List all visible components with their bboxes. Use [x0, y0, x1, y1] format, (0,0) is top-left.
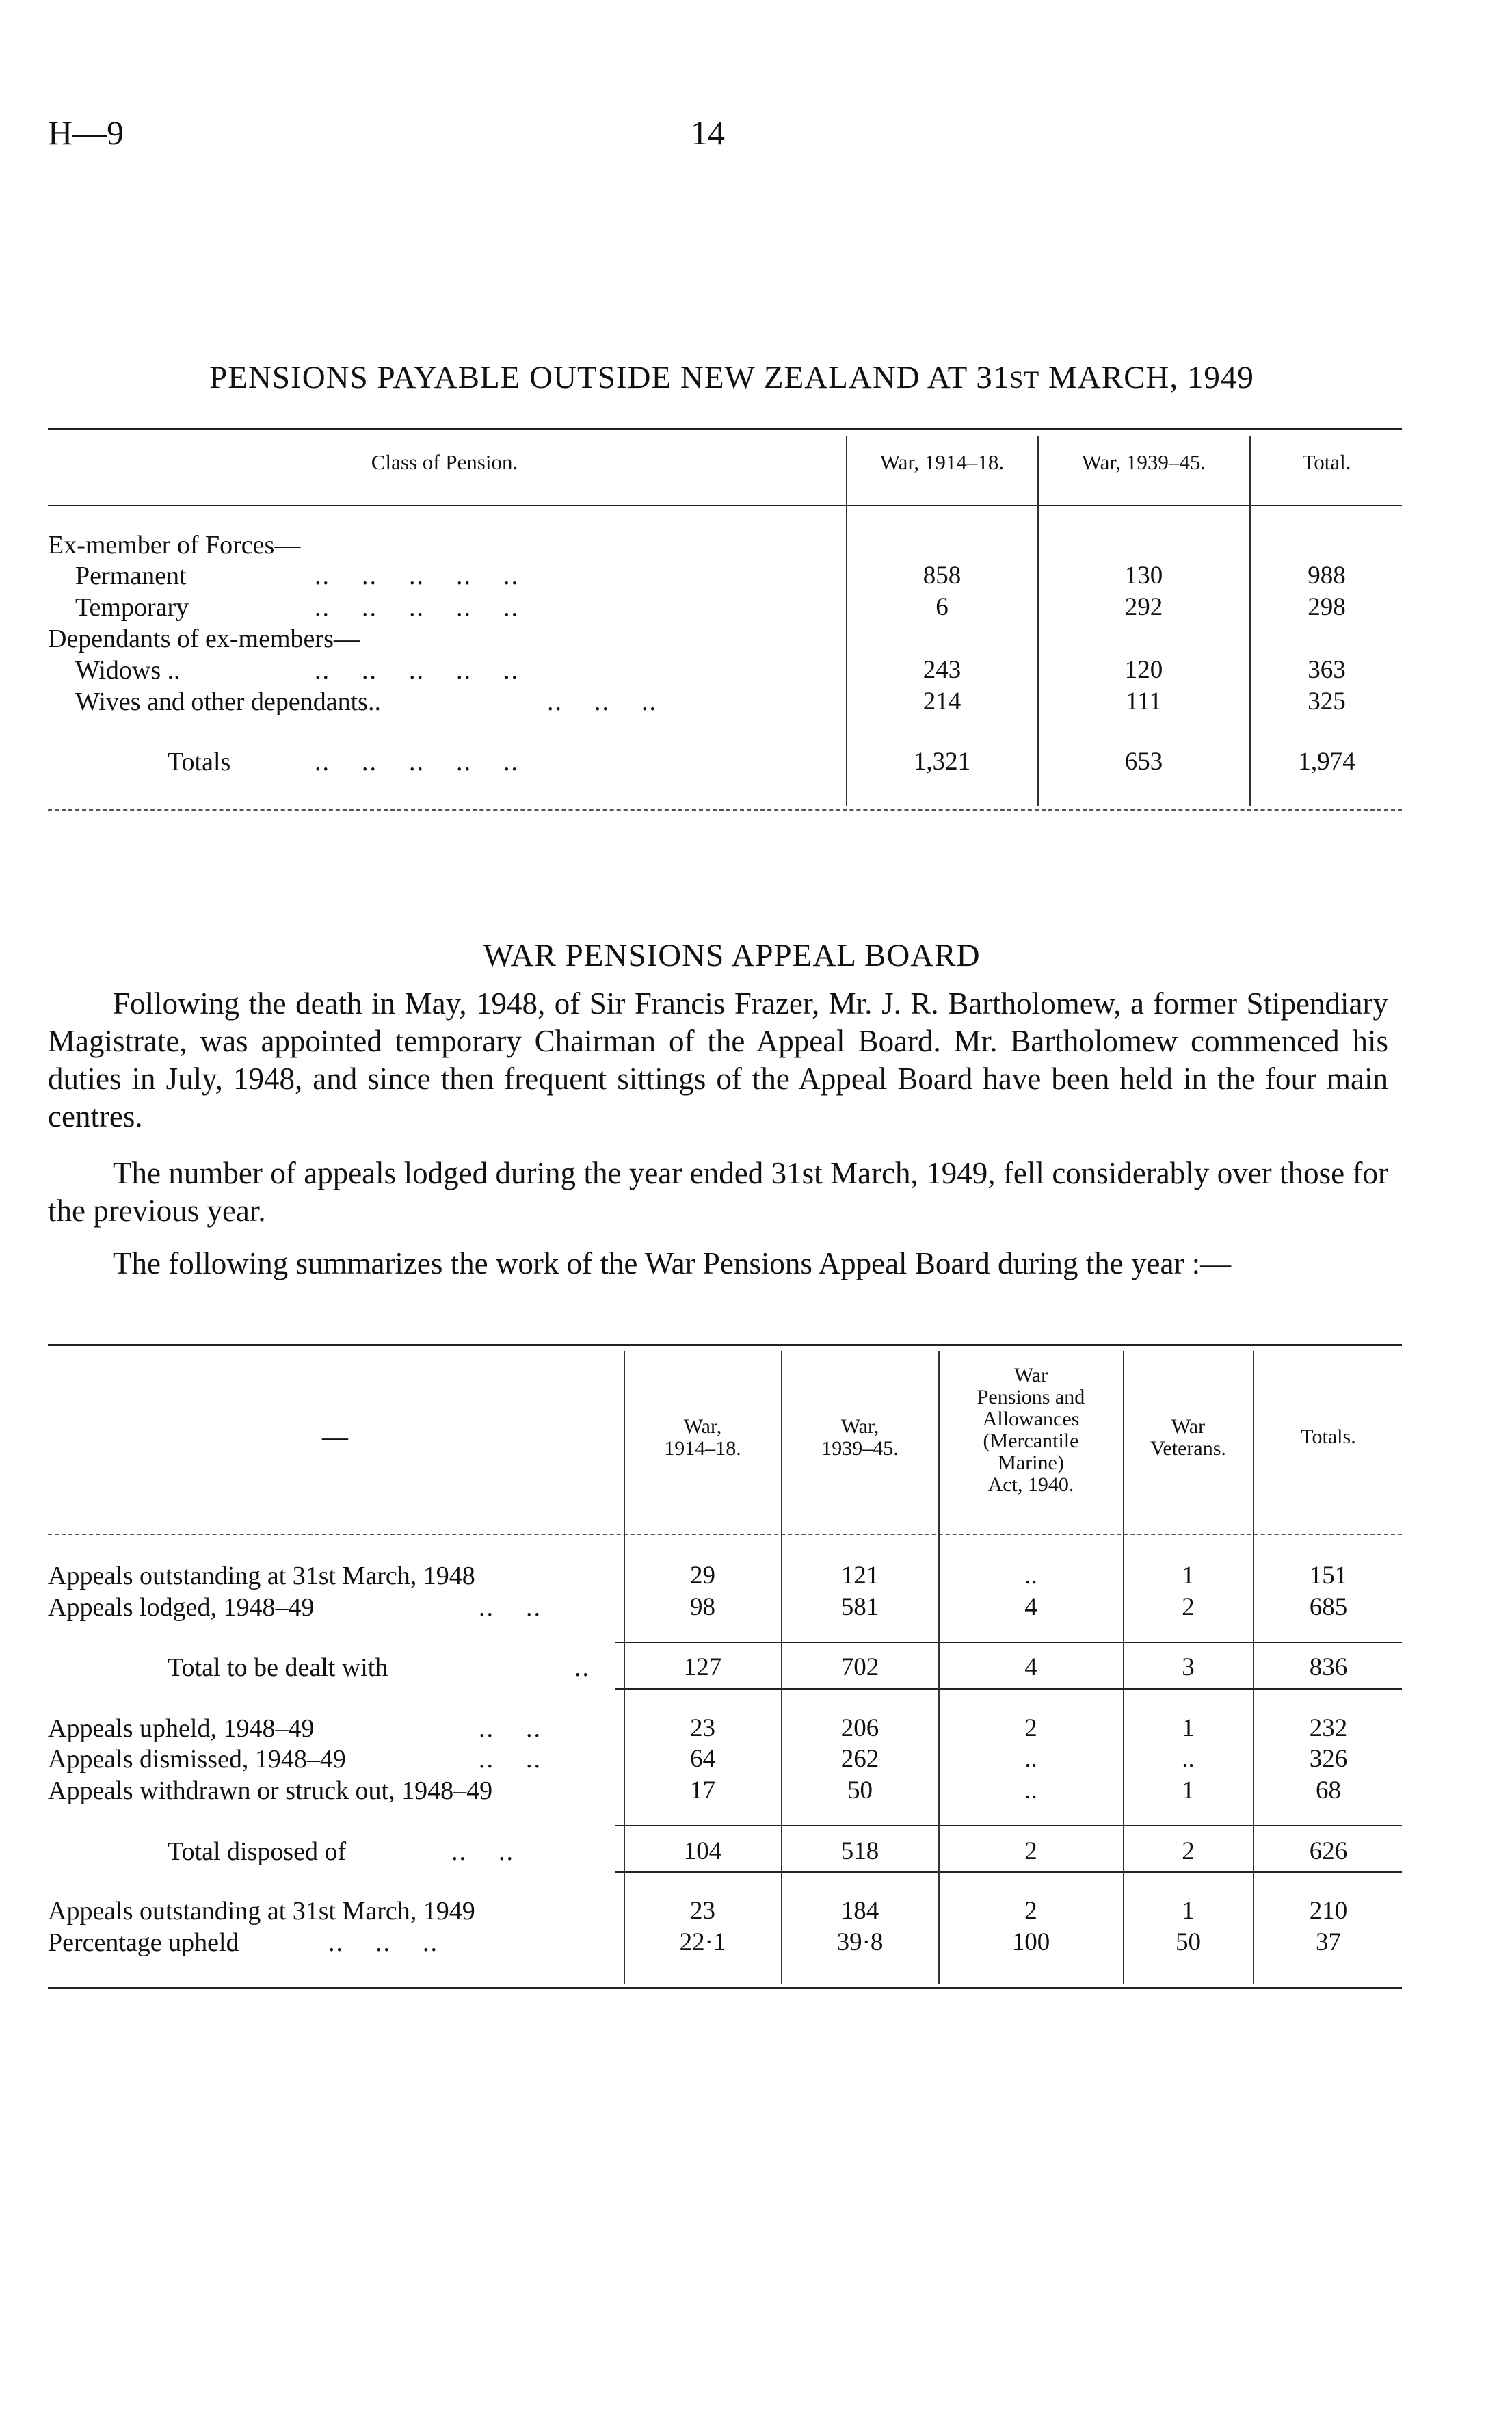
cell: 130 [1124, 562, 1163, 590]
cell: 2 [1182, 1593, 1195, 1621]
cell: 1 [1182, 1776, 1195, 1804]
row-label: Appeals outstanding at 31st March, 1949 [48, 1897, 475, 1926]
table-rule [48, 505, 1402, 506]
leader-dots: .. .. [479, 1745, 542, 1774]
column-divider [1249, 436, 1251, 806]
cell: 581 [840, 1593, 879, 1621]
cell: 120 [1124, 656, 1163, 684]
leader-dots: .. .. .. .. .. [315, 656, 519, 685]
column-header: War, 1914–18. [879, 450, 1005, 474]
cell: 98 [690, 1593, 715, 1621]
row-label: Appeals lodged, 1948–49 [48, 1593, 315, 1622]
column-divider [624, 1351, 625, 1984]
cell: 685 [1309, 1593, 1348, 1621]
cell: 298 [1308, 593, 1346, 621]
cell: 29 [690, 1562, 715, 1590]
leader-dots: .. .. [479, 1593, 542, 1622]
cell: .. [1182, 1745, 1195, 1773]
cell: 262 [840, 1745, 879, 1773]
row-label: Wives and other dependants.. [75, 687, 381, 716]
cell: 214 [923, 687, 961, 715]
row-label: Temporary [75, 593, 189, 622]
leader-dots: .. .. .. .. .. [315, 748, 519, 776]
paragraph: Following the death in May, 1948, of Sir Francis Frazer, Mr. J. R. Bartholomew, a former Stipendiary Magistrate, was appointed temporary Chairman of the Appeal Board. Mr. Bartholomew commenced his duties in July, 1948, and since then frequent sittings of the Appeal Board have been held in the four main centres. [48, 986, 1388, 1133]
table-rule [48, 809, 1402, 811]
pensions-table-title: PENSIONS PAYABLE OUTSIDE NEW ZEALAND AT 31ST MARCH, 1949 [209, 360, 1254, 395]
cell: 111 [1126, 687, 1162, 715]
leader-dots: .. .. .. [328, 1928, 438, 1957]
row-label: Widows .. [75, 656, 181, 685]
column-divider [1123, 1351, 1124, 1984]
leader-dots: .. [574, 1653, 590, 1682]
totals-cell: 653 [1124, 748, 1163, 776]
cell: .. [1024, 1562, 1037, 1590]
cell: 17 [690, 1776, 715, 1804]
row-label: Appeals dismissed, 1948–49 [48, 1745, 346, 1774]
totals-label: Totals [168, 748, 231, 776]
cell: 836 [1309, 1653, 1348, 1681]
cell: 210 [1309, 1897, 1348, 1925]
cell: .. [1024, 1745, 1037, 1773]
cell: 363 [1308, 656, 1346, 684]
row-label: Appeals upheld, 1948–49 [48, 1714, 315, 1743]
row-label: Permanent [75, 562, 187, 590]
table-rule [615, 1825, 1402, 1826]
cell: 243 [923, 656, 961, 684]
cell: 121 [840, 1562, 879, 1590]
leader-dots: .. .. [451, 1837, 514, 1866]
column-header: War Veterans. [1150, 1415, 1226, 1460]
totals-cell: 1,321 [913, 748, 971, 776]
column-divider [846, 436, 847, 806]
cell: 68 [1316, 1776, 1341, 1804]
cell: 50 [1176, 1928, 1201, 1956]
table-rule [615, 1642, 1402, 1643]
column-header: War Pensions and Allowances (Mercantile Marine) Act, 1940. [977, 1364, 1085, 1496]
row-label: Appeals outstanding at 31st March, 1948 [48, 1562, 475, 1590]
totals-cell: 1,974 [1298, 748, 1355, 776]
cell: 6 [936, 593, 949, 621]
cell: 151 [1309, 1562, 1348, 1590]
table-rule [615, 1688, 1402, 1690]
cell: 2 [1024, 1714, 1037, 1742]
cell: 4 [1024, 1593, 1037, 1621]
cell: 100 [1011, 1928, 1050, 1956]
column-divider [938, 1351, 940, 1984]
cell: 23 [690, 1714, 715, 1742]
subtotal-label: Total to be dealt with [168, 1653, 388, 1682]
group-heading: Dependants of ex-members— [48, 625, 360, 653]
cell: 4 [1024, 1653, 1037, 1681]
cell: 206 [840, 1714, 879, 1742]
column-header: Totals. [1301, 1425, 1356, 1448]
column-header: Total. [1302, 450, 1351, 474]
cell: 292 [1124, 593, 1163, 621]
column-divider [781, 1351, 782, 1984]
paragraph: The number of appeals lodged during the year ended 31st March, 1949, fell considerably over those for the previous year. [48, 1156, 1388, 1228]
cell: 988 [1308, 562, 1346, 590]
row-label: Percentage upheld [48, 1928, 239, 1957]
group-heading: Ex-member of Forces— [48, 531, 301, 560]
row-label: Appeals withdrawn or struck out, 1948–49 [48, 1776, 493, 1805]
cell: 325 [1308, 687, 1346, 715]
column-header: War, 1914–18. [664, 1415, 741, 1460]
cell: 326 [1309, 1745, 1348, 1773]
leader-dots: .. .. .. .. .. [315, 562, 519, 590]
cell: 702 [840, 1653, 879, 1681]
cell: 2 [1182, 1837, 1195, 1865]
cell: 22·1 [679, 1928, 726, 1956]
table-rule [48, 428, 1402, 430]
paragraph: The following summarizes the work of the War Pensions Appeal Board during the year :— [113, 1246, 1232, 1280]
cell: 184 [840, 1897, 879, 1925]
cell: 1 [1182, 1562, 1195, 1590]
cell: 50 [847, 1776, 873, 1804]
leader-dots: .. .. [479, 1714, 542, 1743]
subtotal-label: Total disposed of [168, 1837, 347, 1866]
leader-dots: .. .. .. [547, 687, 657, 716]
table-rule [48, 1987, 1402, 1989]
cell: 127 [683, 1653, 722, 1681]
cell: 39·8 [836, 1928, 884, 1956]
column-header: War, 1939–45. [821, 1415, 899, 1460]
cell: 1 [1182, 1897, 1195, 1925]
cell: 2 [1024, 1897, 1037, 1925]
column-header: Class of Pension. [371, 450, 518, 474]
cell: 1 [1182, 1714, 1195, 1742]
cell: 858 [923, 562, 961, 590]
cell: 37 [1316, 1928, 1341, 1956]
page-number: 14 [691, 114, 725, 152]
column-divider [1253, 1351, 1254, 1984]
leader-dots: .. .. .. .. .. [315, 593, 519, 622]
cell: 3 [1182, 1653, 1195, 1681]
section-title: WAR PENSIONS APPEAL BOARD [483, 938, 981, 973]
table-rule [615, 1871, 1402, 1873]
cell: .. [1024, 1776, 1037, 1804]
stub-header: — [322, 1423, 348, 1451]
cell: 518 [840, 1837, 879, 1865]
cell: 626 [1309, 1837, 1348, 1865]
column-header: War, 1939–45. [1081, 450, 1206, 474]
table-rule [48, 1344, 1402, 1346]
running-header: H—9 [48, 114, 124, 152]
cell: 64 [690, 1745, 715, 1773]
cell: 23 [690, 1897, 715, 1925]
column-divider [1037, 436, 1039, 806]
table-rule [48, 1534, 1402, 1535]
cell: 104 [683, 1837, 722, 1865]
cell: 2 [1024, 1837, 1037, 1865]
cell: 232 [1309, 1714, 1348, 1742]
